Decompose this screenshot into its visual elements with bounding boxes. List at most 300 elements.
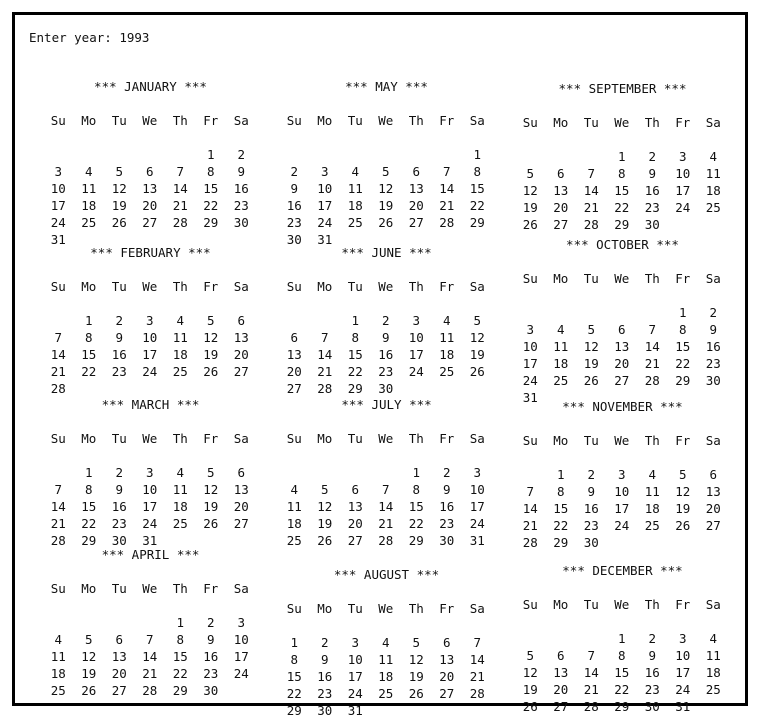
day-number: 21 (378, 516, 394, 531)
day-number: 24 (347, 686, 363, 701)
weekday-header: Th (172, 113, 188, 128)
day-number: 31 (347, 703, 363, 718)
month-grid (515, 114, 730, 233)
day-number: 25 (705, 200, 721, 215)
weekday-header: We (614, 597, 630, 612)
day-number: 31 (675, 699, 691, 714)
day-number: 18 (172, 347, 188, 362)
day-number: 23 (203, 666, 219, 681)
month-grid (515, 596, 730, 715)
day-number: 7 (648, 322, 657, 337)
weekday-header: Fr (439, 431, 455, 446)
day-number: 3 (617, 467, 626, 482)
day-number: 22 (286, 686, 302, 701)
day-number: 19 (583, 356, 599, 371)
day-number: 9 (237, 164, 246, 179)
weekday-header: Sa (469, 279, 485, 294)
day-number: 17 (675, 665, 691, 680)
day-number: 12 (469, 330, 485, 345)
weekday-header: Mo (81, 113, 97, 128)
day-number: 6 (617, 322, 626, 337)
day-number: 30 (378, 381, 394, 396)
day-number: 21 (469, 669, 485, 684)
weekday-header: Mo (317, 279, 333, 294)
day-number: 16 (286, 198, 302, 213)
day-number: 8 (206, 164, 215, 179)
day-number: 18 (644, 501, 660, 516)
weekday-header: Th (408, 431, 424, 446)
day-number: 28 (50, 381, 66, 396)
day-number: 5 (526, 166, 535, 181)
day-number: 15 (81, 499, 97, 514)
day-number: 28 (644, 373, 660, 388)
blank-day (546, 304, 577, 321)
day-number: 28 (439, 215, 455, 230)
day-number: 14 (50, 347, 66, 362)
day-number: 25 (172, 364, 188, 379)
day-number: 6 (145, 164, 154, 179)
day-number: 15 (614, 183, 630, 198)
weekday-header: Sa (469, 601, 485, 616)
weekday-header: Fr (203, 279, 219, 294)
day-number: 30 (644, 699, 660, 714)
day-number: 13 (408, 181, 424, 196)
day-number: 3 (351, 635, 360, 650)
day-number: 10 (614, 484, 630, 499)
blank-day (340, 146, 371, 163)
blank-day (340, 464, 371, 481)
weekday-header: Mo (553, 433, 569, 448)
day-number: 21 (50, 364, 66, 379)
blank-day (165, 146, 196, 163)
blank-day (279, 146, 310, 163)
month-grid (279, 112, 494, 248)
day-number: 2 (206, 615, 215, 630)
day-number: 19 (408, 669, 424, 684)
day-number: 5 (320, 482, 329, 497)
day-number: 16 (203, 649, 219, 664)
day-number: 25 (439, 364, 455, 379)
day-number: 29 (614, 699, 630, 714)
weekday-header: We (142, 113, 158, 128)
weekday-header: We (142, 431, 158, 446)
day-number: 18 (378, 669, 394, 684)
day-number: 23 (644, 682, 660, 697)
weekday-header: Mo (553, 271, 569, 286)
day-number: 17 (50, 198, 66, 213)
day-number: 5 (526, 648, 535, 663)
blank-day (515, 148, 546, 165)
weekday-header: Su (522, 433, 538, 448)
day-number: 28 (50, 533, 66, 548)
day-number: 1 (678, 305, 687, 320)
blank-day (104, 614, 135, 631)
day-number: 24 (469, 516, 485, 531)
day-number: 7 (473, 635, 482, 650)
day-number: 19 (675, 501, 691, 516)
day-number: 26 (522, 699, 538, 714)
blank-day (135, 614, 166, 631)
month-title: *** NOVEMBER *** (562, 399, 683, 414)
day-number: 13 (111, 649, 127, 664)
day-number: 15 (553, 501, 569, 516)
day-number: 29 (81, 533, 97, 548)
month-title: *** JULY *** (341, 397, 432, 412)
day-number: 11 (172, 330, 188, 345)
day-number: 26 (203, 364, 219, 379)
day-number: 11 (705, 166, 721, 181)
day-number: 11 (644, 484, 660, 499)
weekday-header: Fr (439, 113, 455, 128)
day-number: 26 (583, 373, 599, 388)
blank-day (43, 614, 74, 631)
day-number: 29 (469, 215, 485, 230)
day-number: 18 (439, 347, 455, 362)
day-number: 25 (347, 215, 363, 230)
day-number: 29 (553, 535, 569, 550)
day-number: 18 (705, 183, 721, 198)
day-number: 18 (553, 356, 569, 371)
day-number: 23 (705, 356, 721, 371)
weekday-header: Tu (111, 431, 127, 446)
day-number: 14 (469, 652, 485, 667)
day-number: 22 (675, 356, 691, 371)
weekday-header: Th (408, 113, 424, 128)
day-number: 27 (233, 364, 249, 379)
month-title: *** JUNE *** (341, 245, 432, 260)
day-number: 28 (583, 699, 599, 714)
weekday-header: Th (172, 279, 188, 294)
day-number: 17 (142, 347, 158, 362)
day-number: 1 (617, 631, 626, 646)
day-number: 30 (583, 535, 599, 550)
day-number: 26 (408, 686, 424, 701)
day-number: 2 (115, 465, 124, 480)
day-number: 4 (556, 322, 565, 337)
day-number: 26 (378, 215, 394, 230)
weekday-header: Mo (317, 431, 333, 446)
day-number: 1 (473, 147, 482, 162)
year-value: 1993 (119, 30, 150, 45)
day-number: 6 (709, 467, 718, 482)
day-number: 17 (469, 499, 485, 514)
blank-day (279, 312, 310, 329)
day-number: 30 (705, 373, 721, 388)
weekday-header: Sa (705, 115, 721, 130)
weekday-header: Tu (111, 279, 127, 294)
weekday-header: Sa (705, 433, 721, 448)
day-number: 24 (142, 516, 158, 531)
weekday-header: Sa (469, 431, 485, 446)
day-number: 1 (412, 465, 421, 480)
weekday-header: Tu (111, 581, 127, 596)
weekday-header: Mo (553, 115, 569, 130)
day-number: 19 (317, 516, 333, 531)
weekday-header: Fr (675, 597, 691, 612)
blank-day (310, 464, 341, 481)
day-number: 22 (614, 200, 630, 215)
weekday-header: We (378, 279, 394, 294)
blank-day (576, 630, 607, 647)
day-number: 13 (553, 183, 569, 198)
day-number: 20 (233, 499, 249, 514)
day-number: 30 (286, 232, 302, 247)
day-number: 27 (111, 683, 127, 698)
day-number: 7 (587, 648, 596, 663)
day-number: 2 (648, 149, 657, 164)
day-number: 10 (522, 339, 538, 354)
day-number: 24 (675, 682, 691, 697)
day-number: 13 (705, 484, 721, 499)
blank-day (576, 304, 607, 321)
weekday-header: Su (50, 113, 66, 128)
day-number: 13 (286, 347, 302, 362)
day-number: 23 (111, 364, 127, 379)
day-number: 21 (439, 198, 455, 213)
day-number: 20 (286, 364, 302, 379)
day-number: 14 (522, 501, 538, 516)
day-number: 22 (81, 516, 97, 531)
day-number: 3 (145, 465, 154, 480)
weekday-header: Su (286, 113, 302, 128)
day-number: 6 (237, 313, 246, 328)
day-number: 15 (81, 347, 97, 362)
weekday-header: Th (644, 115, 660, 130)
weekday-header: Tu (583, 115, 599, 130)
day-number: 15 (347, 347, 363, 362)
day-number: 19 (203, 347, 219, 362)
blank-day (515, 466, 546, 483)
day-number: 17 (614, 501, 630, 516)
day-number: 20 (408, 198, 424, 213)
day-number: 20 (111, 666, 127, 681)
weekday-header: Sa (233, 279, 249, 294)
weekday-header: Sa (233, 431, 249, 446)
weekday-header: We (614, 115, 630, 130)
day-number: 19 (378, 198, 394, 213)
day-number: 3 (678, 631, 687, 646)
day-number: 20 (347, 516, 363, 531)
day-number: 30 (233, 215, 249, 230)
day-number: 21 (583, 682, 599, 697)
weekday-header: Tu (347, 431, 363, 446)
month-title: *** APRIL *** (101, 547, 200, 562)
day-number: 17 (522, 356, 538, 371)
day-number: 6 (351, 482, 360, 497)
month-grid (279, 278, 494, 397)
day-number: 9 (709, 322, 718, 337)
day-number: 3 (145, 313, 154, 328)
day-number: 10 (347, 652, 363, 667)
day-number: 27 (553, 699, 569, 714)
month-grid (43, 112, 258, 248)
month-grid (279, 600, 494, 719)
day-number: 30 (644, 217, 660, 232)
day-number: 8 (84, 330, 93, 345)
weekday-header: Th (408, 279, 424, 294)
day-number: 22 (614, 682, 630, 697)
blank-day (576, 148, 607, 165)
day-number: 21 (172, 198, 188, 213)
day-number: 13 (347, 499, 363, 514)
day-number: 30 (111, 533, 127, 548)
day-number: 15 (203, 181, 219, 196)
day-number: 14 (172, 181, 188, 196)
month-title: *** SEPTEMBER *** (558, 81, 687, 96)
day-number: 1 (206, 147, 215, 162)
day-number: 16 (439, 499, 455, 514)
weekday-header: Tu (347, 113, 363, 128)
day-number: 22 (172, 666, 188, 681)
day-number: 3 (678, 149, 687, 164)
month-grid (43, 278, 258, 397)
weekday-header: Fr (439, 601, 455, 616)
day-number: 24 (408, 364, 424, 379)
day-number: 7 (54, 330, 63, 345)
day-number: 13 (233, 330, 249, 345)
blank-day (371, 146, 402, 163)
day-number: 27 (553, 217, 569, 232)
weekday-header: Th (172, 581, 188, 596)
blank-day (432, 146, 463, 163)
day-number: 3 (473, 465, 482, 480)
day-number: 5 (587, 322, 596, 337)
day-number: 25 (172, 516, 188, 531)
day-number: 24 (142, 364, 158, 379)
day-number: 23 (233, 198, 249, 213)
prompt-label: Enter year: (29, 30, 112, 45)
day-number: 9 (115, 330, 124, 345)
month-title: *** JANUARY *** (94, 79, 207, 94)
day-number: 8 (84, 482, 93, 497)
day-number: 3 (320, 164, 329, 179)
day-number: 22 (469, 198, 485, 213)
day-number: 5 (115, 164, 124, 179)
weekday-header: Su (286, 431, 302, 446)
day-number: 1 (84, 465, 93, 480)
day-number: 20 (553, 682, 569, 697)
day-number: 5 (412, 635, 421, 650)
day-number: 25 (50, 683, 66, 698)
day-number: 19 (522, 200, 538, 215)
day-number: 19 (522, 682, 538, 697)
day-number: 31 (317, 232, 333, 247)
day-number: 24 (50, 215, 66, 230)
day-number: 13 (553, 665, 569, 680)
day-number: 14 (583, 183, 599, 198)
day-number: 9 (442, 482, 451, 497)
day-number: 21 (50, 516, 66, 531)
day-number: 16 (705, 339, 721, 354)
weekday-header: Mo (81, 279, 97, 294)
month-grid (515, 270, 730, 406)
day-number: 18 (172, 499, 188, 514)
year-prompt (29, 30, 149, 45)
day-number: 10 (675, 648, 691, 663)
day-number: 23 (317, 686, 333, 701)
day-number: 21 (644, 356, 660, 371)
weekday-header: Su (522, 115, 538, 130)
day-number: 27 (233, 516, 249, 531)
day-number: 10 (317, 181, 333, 196)
day-number: 7 (145, 632, 154, 647)
day-number: 25 (644, 518, 660, 533)
day-number: 18 (50, 666, 66, 681)
day-number: 24 (614, 518, 630, 533)
day-number: 23 (111, 516, 127, 531)
day-number: 10 (50, 181, 66, 196)
blank-day (310, 146, 341, 163)
day-number: 13 (614, 339, 630, 354)
weekday-header: Mo (81, 431, 97, 446)
day-number: 13 (439, 652, 455, 667)
day-number: 14 (644, 339, 660, 354)
blank-day (279, 464, 310, 481)
day-number: 4 (290, 482, 299, 497)
day-number: 28 (583, 217, 599, 232)
day-number: 17 (408, 347, 424, 362)
day-number: 26 (469, 364, 485, 379)
day-number: 24 (522, 373, 538, 388)
day-number: 4 (176, 313, 185, 328)
day-number: 4 (648, 467, 657, 482)
day-number: 11 (50, 649, 66, 664)
day-number: 9 (648, 648, 657, 663)
day-number: 17 (675, 183, 691, 198)
weekday-header: Mo (317, 601, 333, 616)
weekday-header: We (614, 433, 630, 448)
day-number: 11 (81, 181, 97, 196)
day-number: 8 (290, 652, 299, 667)
day-number: 9 (648, 166, 657, 181)
day-number: 4 (709, 631, 718, 646)
day-number: 21 (522, 518, 538, 533)
weekday-header: Sa (469, 113, 485, 128)
day-number: 4 (709, 149, 718, 164)
day-number: 1 (556, 467, 565, 482)
day-number: 23 (583, 518, 599, 533)
weekday-header: Th (408, 601, 424, 616)
day-number: 23 (378, 364, 394, 379)
day-number: 11 (553, 339, 569, 354)
blank-day (43, 464, 74, 481)
day-number: 1 (176, 615, 185, 630)
day-number: 29 (172, 683, 188, 698)
weekday-header: Fr (675, 115, 691, 130)
day-number: 16 (583, 501, 599, 516)
day-number: 5 (678, 467, 687, 482)
blank-day (104, 146, 135, 163)
day-number: 12 (317, 499, 333, 514)
day-number: 26 (317, 533, 333, 548)
day-number: 8 (412, 482, 421, 497)
day-number: 19 (81, 666, 97, 681)
day-number: 29 (203, 215, 219, 230)
weekday-header: Tu (111, 113, 127, 128)
day-number: 14 (142, 649, 158, 664)
day-number: 18 (81, 198, 97, 213)
day-number: 7 (320, 330, 329, 345)
blank-day (74, 146, 105, 163)
day-number: 10 (469, 482, 485, 497)
day-number: 8 (176, 632, 185, 647)
weekday-header: Su (50, 431, 66, 446)
weekday-header: We (378, 113, 394, 128)
day-number: 14 (317, 347, 333, 362)
day-number: 16 (378, 347, 394, 362)
weekday-header: Tu (583, 433, 599, 448)
day-number: 28 (522, 535, 538, 550)
